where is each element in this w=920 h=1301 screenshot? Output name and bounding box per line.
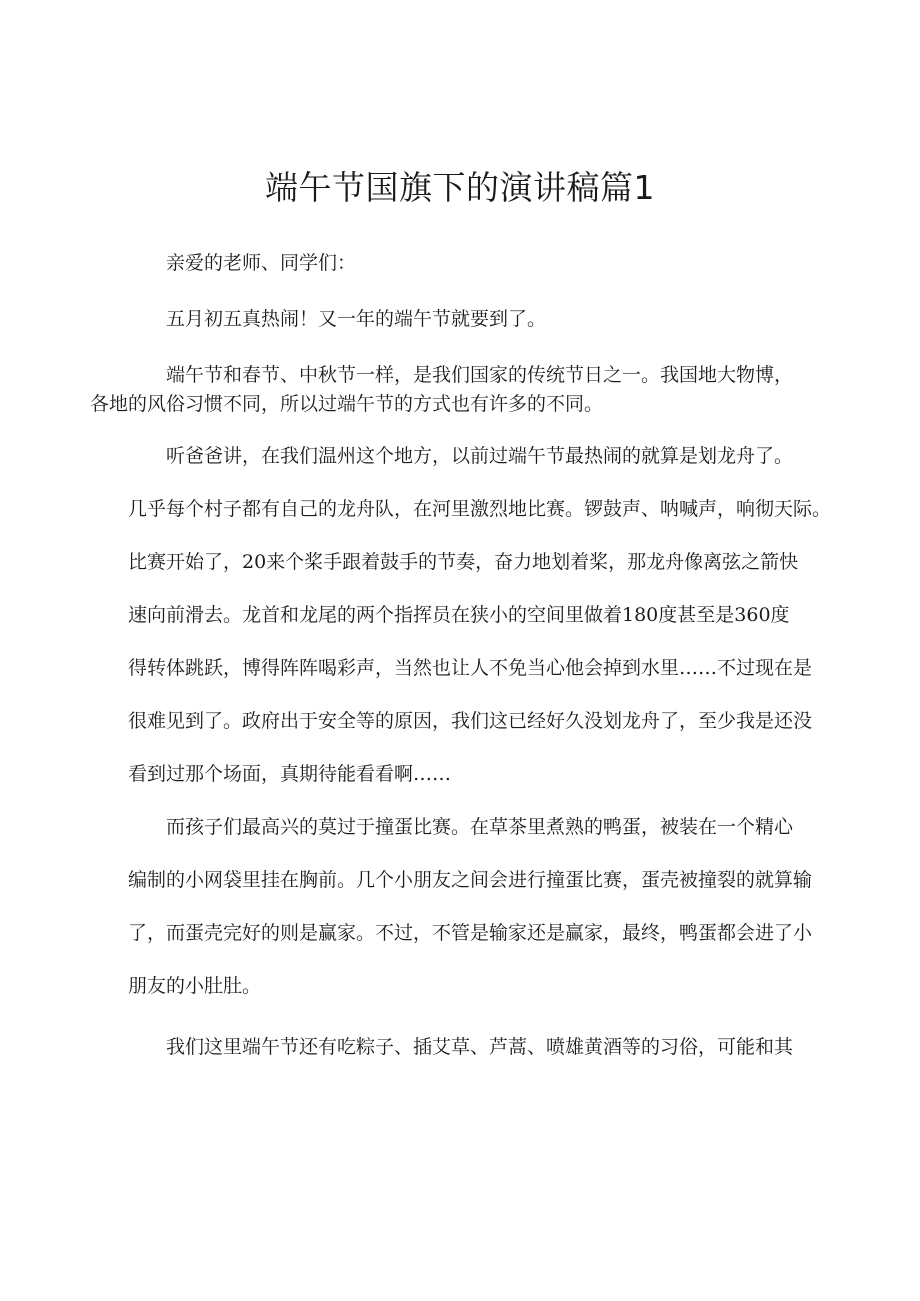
text-line: 几乎每个村子都有自己的龙舟队，在河里激烈地比赛。锣鼓声、呐喊声，响彻天际。 xyxy=(128,498,832,520)
text-line: 看到过那个场面，真期待能看看啊…… xyxy=(128,763,452,785)
text-line: 各地的风俗习惯不同，所以过端午节的方式也有许多的不同。 xyxy=(90,393,604,415)
document-body xyxy=(90,248,832,1063)
text-line: 很难见到了。政府出于安全等的原因，我们这已经好久没划龙舟了，至少我是还没 xyxy=(128,710,813,732)
text-line: 亲爱的老师、同学们： xyxy=(166,252,357,274)
text-line: 得转体跳跃，博得阵阵喝彩声，当然也让人不免当心他会掉到水里……不过现在是 xyxy=(128,657,813,679)
document-title: 端午节国旗下的演讲稿篇1 xyxy=(265,168,655,207)
paragraph-egg-contest xyxy=(128,812,813,1002)
text-line: 端午节和春节、中秋节一样，是我们国家的传统节日之一。我国地大物博， xyxy=(166,364,794,386)
text-line: 五月初五真热闹！又一年的端午节就要到了。 xyxy=(166,308,547,330)
text-line: 比赛开始了，20来个桨手跟着鼓手的节奏，奋力地划着桨，那龙舟像离弦之箭快 xyxy=(128,551,799,573)
text-line: 速向前滑去。龙首和龙尾的两个指挥员在狭小的空间里做着180度甚至是360度 xyxy=(128,604,790,626)
paragraph-customs xyxy=(128,1032,794,1063)
text-line: 了，而蛋壳完好的则是赢家。不过，不管是输家还是赢家，最终，鸭蛋都会进了小 xyxy=(128,922,813,944)
text-line: 编制的小网袋里挂在胸前。几个小朋友之间会进行撞蛋比赛，蛋壳被撞裂的就算输 xyxy=(128,869,813,891)
paragraph-dragon-boat xyxy=(128,441,832,790)
text-line: 朋友的小肚肚。 xyxy=(128,975,262,997)
paragraph-tradition xyxy=(90,360,794,420)
paragraph-intro xyxy=(128,304,794,335)
text-line: 听爸爸讲，在我们温州这个地方，以前过端午节最热闹的就算是划龙舟了。 xyxy=(166,445,794,467)
paragraph-greeting xyxy=(128,248,794,279)
text-line: 我们这里端午节还有吃粽子、插艾草、芦蒿、喷雄黄酒等的习俗，可能和其 xyxy=(166,1036,794,1058)
text-line: 而孩子们最高兴的莫过于撞蛋比赛。在草茶里煮熟的鸭蛋，被装在一个精心 xyxy=(166,816,794,838)
